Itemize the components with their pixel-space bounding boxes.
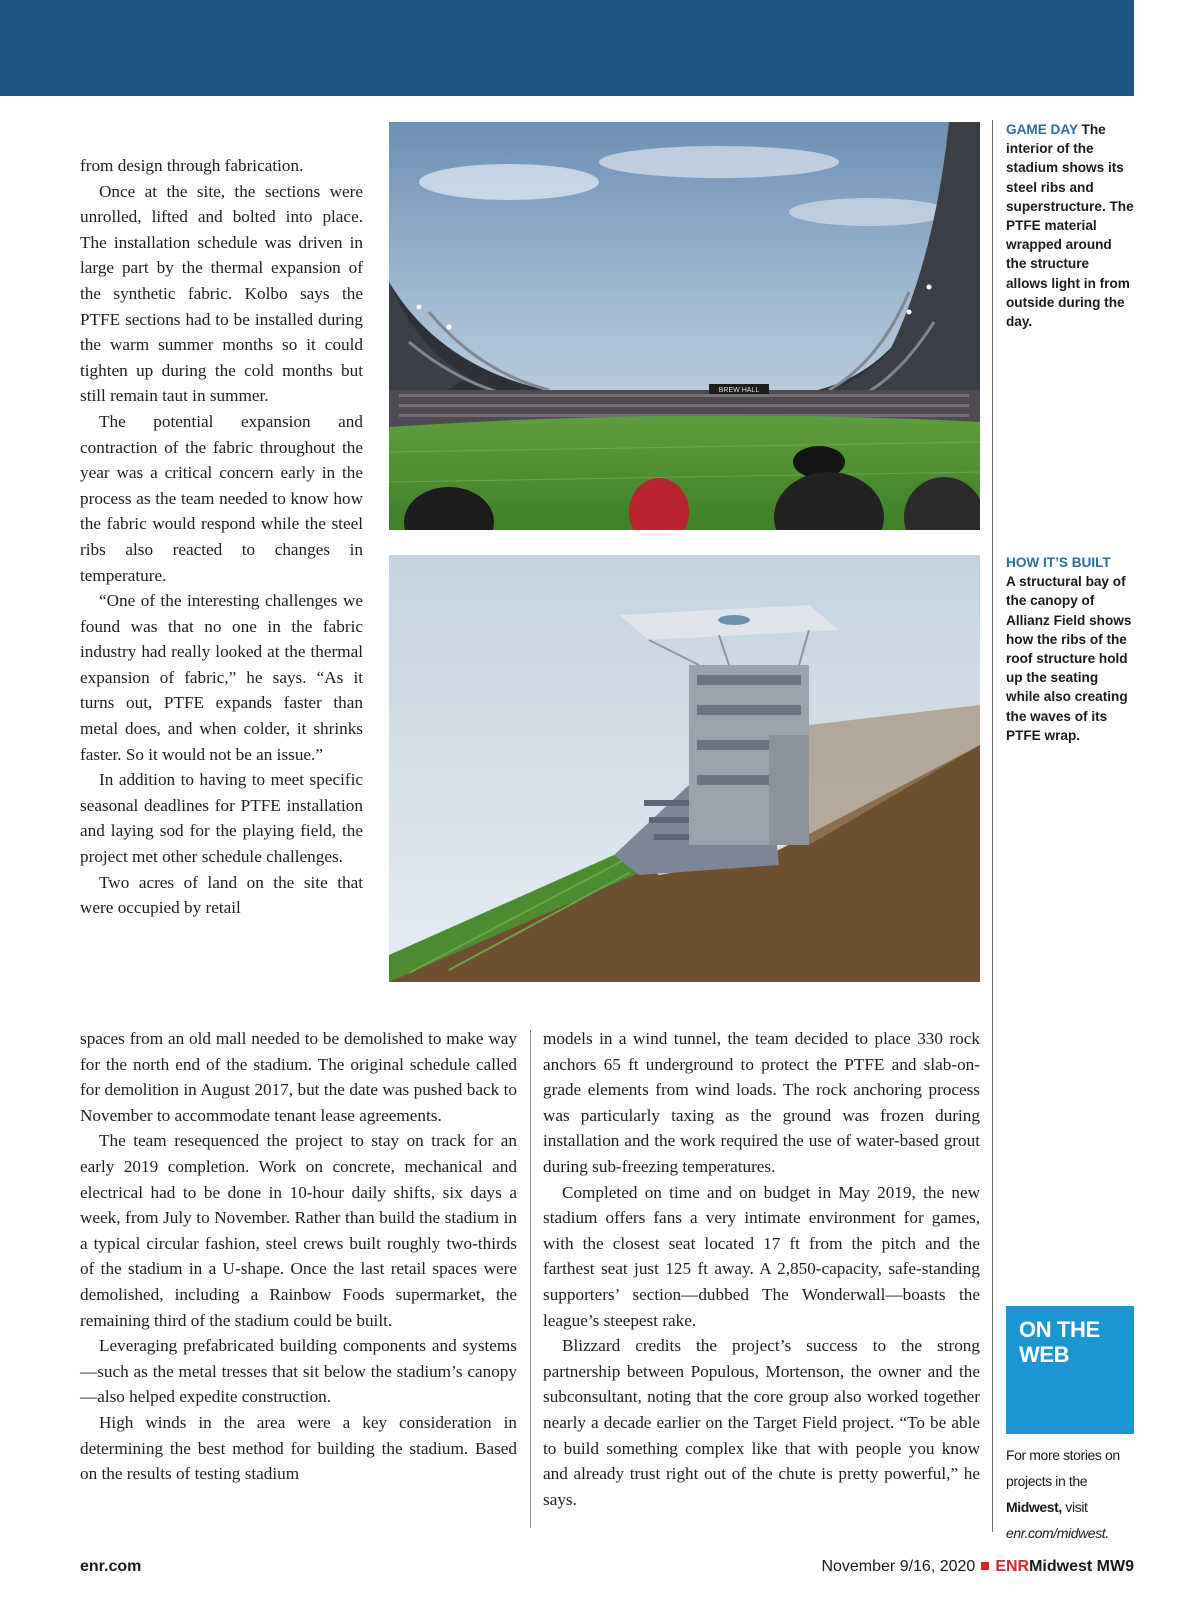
footer-site: enr.com — [80, 1558, 142, 1575]
article-paragraph: Blizzard credits the project’s success to the strong partnership between Populous, Mortenson, the owner and the subconsultant, noting that the core group also worked together nearly a decade earlier on the Target Field project. “To be able to build something complex like that with people you know and already trust right out of the chute is pretty powerful,” he says. — [543, 1336, 980, 1509]
footer-folio — [821, 1558, 1134, 1576]
column-divider — [530, 1030, 531, 1528]
article-paragraph: High winds in the area were a key consideration in determining the best method for building the stadium. Based on the results of testing stadium — [80, 1412, 517, 1484]
article-column-left-top — [80, 153, 363, 921]
article-paragraph: The potential expansion and contraction of the fabric throughout the year was a critical concern early in the process as the team needed to know how the fabric would respond while the steel ribs also reacted to changes in temperature. — [80, 411, 363, 585]
article-paragraph: models in a wind tunnel, the team decided to place 330 rock anchors 65 ft underground to protect the PTFE and slab-on-grade elements from wind loads. The rock anchoring process was particularly taxing as the ground was frozen during installation and the work required the use of water-based grout during sub-freezing temperatures. — [543, 1029, 980, 1176]
footer-brand-enr: ENR — [995, 1558, 1030, 1575]
article-paragraph: In addition to having to meet specific seasonal deadlines for PTFE installation and laying sod for the playing field, the project met other schedule challenges. — [80, 770, 363, 867]
red-square-icon — [981, 1562, 989, 1570]
article-paragraph: spaces from an old mall needed to be demolished to make way for the north end of the stadium. The original schedule called for demolition in August 2017, but the date was pushed back to November to accommodate tenant lease agreements. — [80, 1029, 517, 1125]
caption-kicker: HOW IT’S BUILT — [1006, 555, 1111, 570]
caption-text: The interior of the stadium shows its steel ribs and superstructure. The PTFE material wrapped around the structure allows light in from outside during the day. — [1006, 122, 1134, 330]
footer-date: November 9/16, 2020 — [821, 1558, 976, 1575]
article-paragraph: “One of the interesting challenges we found was that no one in the fabric industry had really looked at the thermal expansion of fabric,” he says. “As it turns out, PTFE expands faster than metal does, and when colder, it shrinks faster. So it would not be an issue.” — [80, 591, 363, 764]
on-the-web-link[interactable]: enr.com/midwest. — [1006, 1525, 1109, 1541]
footer-page-number: MW9 — [1096, 1558, 1134, 1575]
caption-text: A structural bay of the canopy of Allianz Field shows how the ribs of the roof structure hold up the seating while also creating the waves of its PTFE wrap. — [1006, 574, 1132, 743]
photo-caption-how-built — [1006, 553, 1134, 745]
on-the-web-box — [1006, 1306, 1134, 1434]
article-column-left-bottom — [80, 1026, 517, 1487]
brew-hall-sign: BREW HALL — [718, 387, 760, 394]
article-paragraph: The team resequenced the project to stay on track for an early 2019 completion. Work on concrete, mechanical and electrical had to be done in 10-hour daily shifts, six days a week, from July to November. Rather than build the stadium in a typical circular fashion, steel crews built roughly two-thirds of the stadium in a U-shape. Once the last retail spaces were demolished, including a Rainbow Foods supermarket, the remaining third of the stadium could be built. — [80, 1131, 517, 1330]
article-paragraph: Leveraging prefabricated building components and systems—such as the metal tresses that sit below the stadium’s canopy—also helped expedite construction. — [80, 1336, 517, 1407]
on-the-web-visit: visit — [1065, 1499, 1088, 1515]
on-the-web-title-line1: ON THE — [1019, 1317, 1100, 1342]
footer-brand-region: Midwest — [1029, 1558, 1093, 1575]
on-the-web-intro: For more stories on projects in the — [1006, 1447, 1120, 1489]
on-the-web-title-line2: WEB — [1019, 1342, 1070, 1367]
stadium-interior-photo — [389, 122, 980, 530]
article-paragraph: Once at the site, the sections were unrolled, lifted and bolted into place. The installation schedule was driven in large part by the thermal expansion of the synthetic fabric. Kolbo says the PTFE sections had to be installed during the warm summer months so it could tighten up during the cold months but still remain taut in summer. — [80, 181, 363, 406]
structural-section-rendering — [389, 555, 980, 982]
on-the-web-text — [1006, 1442, 1134, 1546]
article-paragraph: Two acres of land on the site that were occupied by retail — [80, 872, 363, 918]
sidebar-divider — [992, 120, 993, 1532]
caption-kicker: GAME DAY — [1006, 122, 1078, 137]
article-paragraph: Completed on time and on budget in May 2019, the new stadium offers fans a very intimate environment for games, with the closest seat located 17 ft from the pitch and the farthest seat just 125 ft away. A 2,850-capacity, safe-standing supporters’ section—dubbed The Wonderwall—boasts the league’s steepest rake. — [543, 1182, 980, 1330]
article-paragraph: from design through fabrication. — [80, 156, 304, 175]
header-color-band — [0, 0, 1134, 96]
article-column-right-bottom — [543, 1026, 980, 1512]
photo-caption-game-day — [1006, 120, 1134, 331]
on-the-web-region: Midwest, — [1006, 1499, 1062, 1515]
